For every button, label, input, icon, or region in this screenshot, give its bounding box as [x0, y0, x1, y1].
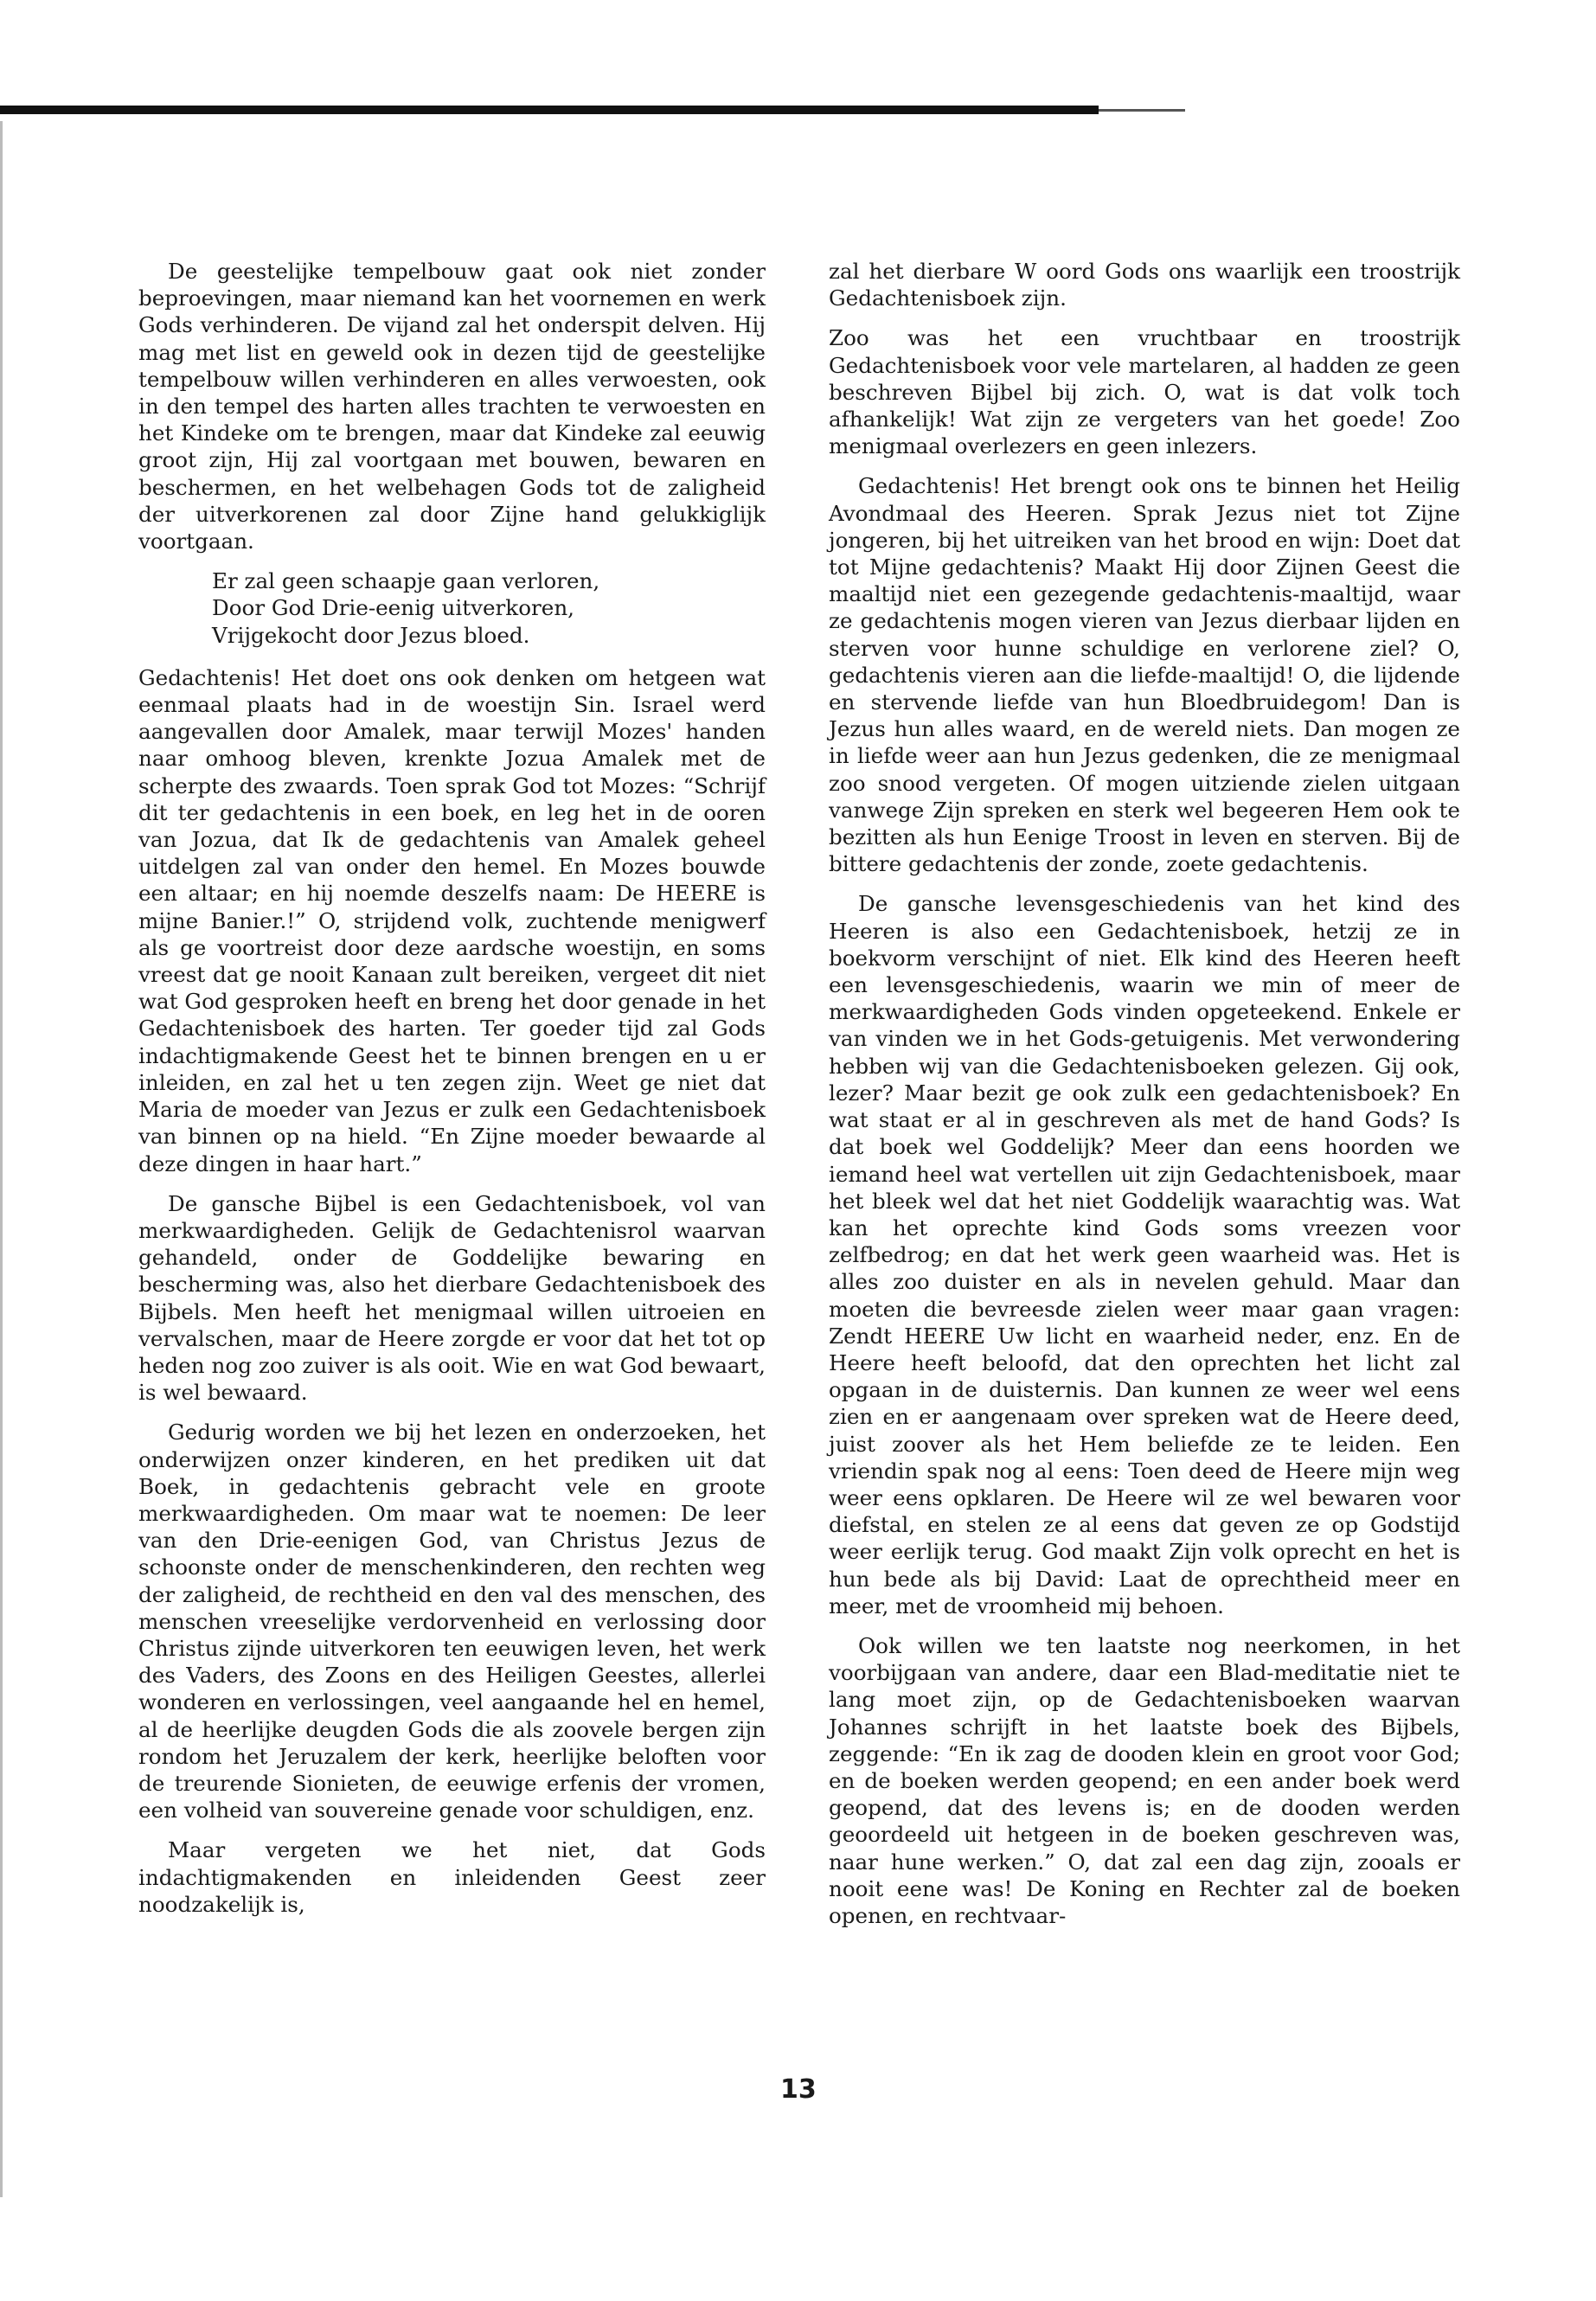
page-edge [0, 121, 3, 2197]
paragraph: De gansche levensgeschiedenis van het kind des Heeren is also een Gedachtenisboek, hetzij ze in boekvorm verschijnt of niet. Elk kind des Heeren heeft een levensgeschiedenis, waarin we min of meer de merkwaardigheden Gods vinden opgeteekend. Enkele er van vinden we in het Gods-getuigenis. Met verwondering hebben wij van die Gedachtenisboeken gelezen. Gij ook, lezer? Maar bezit ge ook zulk een gedachtenisboek? En wat staat er al in geschreven als met de hand Gods? Is dat boek wel Goddelijk? Meer dan eens hoorden we iemand heel wat vertellen uit zijn Gedachtenisboek, maar het bleek wel dat het niet Goddelijk waarachtig was. Wat kan het oprechte kind Gods soms vreezen voor zelfbedrog; en dat het werk geen waarheid was. Het is alles zoo duister en als in nevelen gehuld. Maar dan moeten die bevreesde zielen weer maar gaan vragen: Zendt HEERE Uw licht en waarheid neder, enz. En de Heere heeft beloofd, dat den oprechten het licht zal opgaan in de duisternis. Dan kunnen ze weer wel eens zien en er aangenaam over spreken wat de Heere deed, juist zoover als het Hem beliefde ze te leiden. Een vriendin spak nog al eens: Toen deed de Heere mijn weg weer eens opklaren. De Heere wil ze wel bewaren voor diefstal, en stelen ze al eens dat geven ze op Godstijd weer eerlijk terug. God maakt Zijn volk oprecht en het is hun bede als bij David: Laat de oprechtheid meer en meer, met de vroomheid mij behoen. [829, 891, 1460, 1618]
paragraph: zal het dierbare W oord Gods ons waarlijk een troostrijk Gedachtenisboek zijn. [829, 259, 1460, 311]
poem-line: Er zal geen schaapje gaan verloren, [212, 568, 600, 594]
right-column [829, 258, 1460, 1942]
paragraph: De geestelijke tempelbouw gaat ook niet zonder beproevingen, maar niemand kan het voornemen en werk Gods verhinderen. De vijand zal het onderspit delven. Hij mag met list en geweld ook in dezen tijd de geestelijke tempelbouw willen verhinderen en alles verwoesten, ook in den tempel des harten alles trachten te verwoesten en het Kindeke om te brengen, maar dat Kindeke zal eeuwig groot zijn, Hij zal voortgaan met bouwen, bewaren en beschermen, en het welbehagen Gods tot de zaligheid der uitverkorenen zal door Zijne hand gelukkiglijk voortgaan. [138, 259, 766, 554]
poem-line: Vrijgekocht door Jezus bloed. [212, 622, 530, 648]
paragraph: Maar vergeten we het niet, dat Gods indachtigmakenden en inleidenden Geest zeer noodzakelijk is, [138, 1837, 766, 1917]
poem-line: Door God Drie-eenig uitverkoren, [212, 595, 574, 621]
poem [212, 567, 766, 649]
paragraph: Gedachtenis! Het brengt ook ons te binnen het Heilig Avondmaal des Heeren. Sprak Jezus niet tot Zijne jongeren, bij het uitreiken van het brood en wijn: Doet dat tot Mijne gedachtenis? Maakt Hij door Zijnen Geest die maaltijd niet een gezegende gedachtenis-maaltijd, waar ze gedachtenis mogen vieren van Jezus dierbaar lijden en sterven voor hunne schuldige en verlorene ziel? O, gedachtenis vieren aan die liefde-maaltijd! O, die lijdende en stervende liefde van hun Bloedbruidegom! Dan is Jezus hun alles waard, en de wereld niets. Dan mogen ze in liefde weer aan hun Jezus gedenken, die ze menigmaal zoo snood vergeten. Of mogen uitziende zielen uitgaan vanwege Zijn spreken en sterk wel begeeren Hem ook te bezitten als hun Eenige Troost in leven en sterven. Bij de bittere gedachtenis der zonde, zoete gedachtenis. [829, 473, 1460, 877]
paragraph: Zoo was het een vruchtbaar en troostrijk Gedachtenisboek voor vele martelaren, al hadden ze geen beschreven Bijbel bij zich. O, wat is dat volk toch afhankelijk! Wat zijn ze vergeters van het goede! Zoo menigmaal overlezers en geen inlezers. [829, 325, 1460, 459]
left-column [138, 258, 766, 1931]
paragraph: Ook willen we ten laatste nog neerkomen, in het voorbijgaan van andere, daar een Blad-meditatie niet te lang moet zijn, op de Gedachtenisboeken waarvan Johannes schrijft in het laatste boek des Bijbels, zeggende: “En ik zag de dooden klein en groot voor God; en de boeken werden geopend; en een ander boek werd geopend, dat des levens is; en de dooden werden geoordeeld uit hetgeen in de boeken geschreven was, naar hune werken.” O, dat zal een dag zijn, zooals er nooit eene was! De Koning en Rechter zal de boeken openen, en rechtvaar- [829, 1632, 1460, 1928]
paragraph: De gansche Bijbel is een Gedachtenisboek, vol van merkwaardigheden. Gelijk de Gedachtenisrol waarvan gehandeld, onder de Goddelijke bewaring en bescherming was, also het dierbare Gedachtenisboek des Bijbels. Men heeft het menigmaal willen uitroeien en vervalschen, maar de Heere zorgde er voor dat het tot op heden nog zoo zuiver is als ooit. Wie en wat God bewaart, is wel bewaard. [138, 1190, 766, 1406]
paragraph: Gedachtenis! Het doet ons ook denken om hetgeen wat eenmaal plaats had in de woestijn Sin. Israel werd aangevallen door Amalek, maar terwijl Mozes' handen naar omhoog bleven, krenkte Jozua Amalek met de scherpte des zwaards. Toen sprak God tot Mozes: “Schrijf dit ter gedachtenis in een boek, en leg het in de ooren van Jozua, dat Ik de gedachtenis van Amalek geheel uitdelgen zal van onder den hemel. En Mozes bouwde een altaar; en hij noemde deszelfs naam: De HEERE is mijne Banier.!” O, strijdend volk, zuchtende menigwerf als ge voortreist door deze aardsche woestijn, en soms vreest dat ge nooit Kanaan zult bereiken, vergeet dit niet wat God gesproken heeft en breng het door genade in het Gedachtenisboek des harten. Ter goeder tijd zal Gods indachtigmakende Geest het te binnen brengen en u er inleiden, en zal het u ten zegen zijn. Weet ge niet dat Maria de moeder van Jezus er zulk een Gedachtenisboek van binnen op na hield. “En Zijne moeder bewaarde al deze dingen in haar hart.” [138, 664, 766, 1176]
page-number: 13 [780, 2074, 817, 2105]
paragraph: Gedurig worden we bij het lezen en onderzoeken, het onderwijzen onzer kinderen, en het prediken uit dat Boek, in gedachtenis gebracht vele en groote merkwaardigheden. Om maar wat te noemen: De leer van den Drie-eenigen God, van Christus Jezus de schoonste onder de menschenkinderen, den rechten weg der zaligheid, de rechtheid en den val des menschen, des menschen vreeselijke verdorvenheid en verlossing door Christus zijnde uitverkoren ten eeuwigen leven, het werk des Vaders, des Zoons en des Heiligen Geestes, allerlei wonderen en verlossingen, veel aangaande hel en hemel, al de heerlijke deugden Gods die als zoovele bergen zijn rondom het Jeruzalem der kerk, heerlijke beloften voor de treurende Sionieten, de eeuwige erfenis der vromen, een volheid van souvereine genade voor schuldigen, enz. [138, 1420, 766, 1823]
top-rule [0, 106, 1099, 114]
top-rule-tail [1099, 109, 1185, 112]
